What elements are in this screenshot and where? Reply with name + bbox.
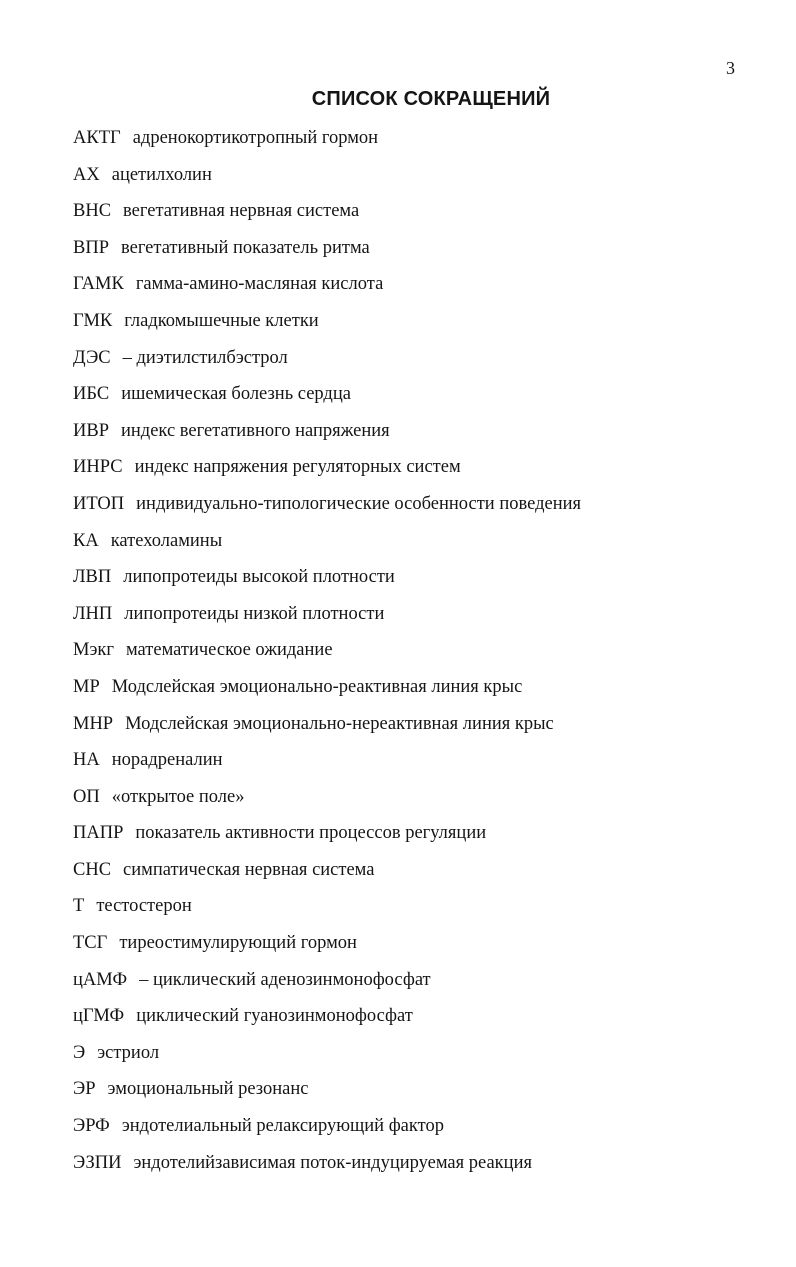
list-item [73, 417, 773, 454]
abbreviation: ИБС [73, 384, 110, 405]
list-item [73, 380, 773, 417]
list-item [73, 234, 773, 271]
list-item [73, 124, 773, 161]
abbreviation: ВНС [73, 201, 112, 222]
abbreviation-definition: симпатическая нервная система [123, 859, 375, 880]
abbreviation: ЛВП [73, 567, 112, 588]
list-item [73, 197, 773, 234]
list-item [73, 746, 773, 783]
abbreviation-definition: липопротеиды высокой плотности [123, 567, 395, 588]
abbreviation: ОП [73, 786, 100, 807]
abbreviation-definition: индекс напряжения регуляторных систем [134, 457, 461, 478]
abbreviation: ЭР [73, 1079, 96, 1100]
abbreviation-definition: Модслейская эмоционально-нереактивная линия крыс [125, 713, 554, 734]
abbreviation-definition: индивидуально-типологические особенности поведения [136, 493, 581, 514]
abbreviation-definition: индекс вегетативного напряжения [121, 420, 390, 441]
abbreviation: ТСГ [73, 933, 108, 954]
abbreviation-definition: эндотелиальный релаксирующий фактор [121, 1116, 444, 1137]
abbreviation: ВПР [73, 237, 109, 258]
abbreviation-definition: эмоциональный резонанс [107, 1079, 309, 1100]
abbreviation-list [73, 124, 773, 1185]
list-item [73, 270, 773, 307]
abbreviation-definition: показатель активности процессов регуляции [135, 823, 487, 844]
abbreviation-definition: – диэтилстилбэстрол [122, 347, 288, 368]
abbreviation-definition: ишемическая болезнь сердца [121, 384, 351, 405]
abbreviation-definition: вегетативная нервная система [123, 201, 360, 222]
list-item [73, 344, 773, 381]
list-item [73, 563, 773, 600]
list-item [73, 819, 773, 856]
list-item [73, 1112, 773, 1149]
abbreviation: ЭРФ [73, 1116, 110, 1137]
abbreviation: цАМФ [73, 969, 128, 990]
abbreviation: ЭЗПИ [73, 1152, 122, 1173]
abbreviation-definition: вегетативный показатель ритма [121, 237, 370, 258]
abbreviation-definition: Модслейская эмоционально-реактивная линия крыс [111, 676, 523, 697]
list-item [73, 710, 773, 747]
abbreviation-definition: – циклический аденозинмонофосфат [139, 969, 431, 990]
list-item [73, 966, 773, 1003]
abbreviation-definition: математическое ожидание [125, 640, 333, 661]
abbreviation-definition: «открытое поле» [111, 786, 245, 807]
list-item [73, 307, 773, 344]
abbreviation-definition: липопротеиды низкой плотности [124, 603, 385, 624]
abbreviation: СНС [73, 859, 112, 880]
abbreviation: ИНРС [73, 457, 123, 478]
list-item [73, 1002, 773, 1039]
abbreviation: ГАМК [73, 274, 124, 295]
abbreviation: АХ [73, 164, 100, 185]
list-item [73, 673, 773, 710]
list-item [73, 1039, 773, 1076]
list-item [73, 1075, 773, 1112]
list-item [73, 453, 773, 490]
abbreviation: цГМФ [73, 1006, 125, 1027]
abbreviation: ЛНП [73, 603, 113, 624]
abbreviation: Т [73, 896, 85, 917]
abbreviation-definition: гамма-амино-масляная кислота [135, 274, 384, 295]
list-item [73, 856, 773, 893]
list-item [73, 636, 773, 673]
abbreviation: МНР [73, 713, 114, 734]
abbreviation-definition: эстриол [97, 1042, 160, 1063]
abbreviation: Мэкг [73, 640, 114, 661]
abbreviation-definition: тиреостимулирующий гормон [119, 933, 357, 954]
abbreviation: КА [73, 530, 99, 551]
list-item [73, 600, 773, 637]
list-item [73, 1149, 773, 1186]
page-number: 3 [726, 58, 735, 78]
list-item [73, 527, 773, 564]
list-item [73, 490, 773, 527]
list-item [73, 929, 773, 966]
abbreviation-definition: ацетилхолин [111, 164, 212, 185]
abbreviation: ГМК [73, 310, 113, 331]
abbreviation: Э [73, 1042, 86, 1063]
list-item [73, 783, 773, 820]
abbreviation: ДЭС [73, 347, 111, 368]
abbreviation: АКТГ [73, 128, 121, 148]
list-item [73, 161, 773, 198]
abbreviation: ИТОП [73, 493, 125, 514]
abbreviation-definition: тестостерон [96, 896, 192, 917]
abbreviation-definition: норадреналин [111, 750, 223, 771]
abbreviation-definition: адренокортикотропный гормон [132, 128, 379, 148]
abbreviation: МР [73, 676, 100, 697]
page-title: СПИСОК СОКРАЩЕНИЙ [311, 88, 551, 110]
abbreviation-definition: циклический гуанозинмонофосфат [136, 1006, 413, 1027]
abbreviation-definition: катехоламины [110, 530, 223, 551]
abbreviation: НА [73, 750, 100, 771]
abbreviation-definition: гладкомышечные клетки [124, 310, 319, 331]
abbreviation: ПАПР [73, 823, 124, 844]
abbreviation: ИВР [73, 420, 109, 441]
list-item [73, 892, 773, 929]
abbreviation-definition: эндотелийзависимая поток-индуцируемая реакция [133, 1152, 532, 1173]
